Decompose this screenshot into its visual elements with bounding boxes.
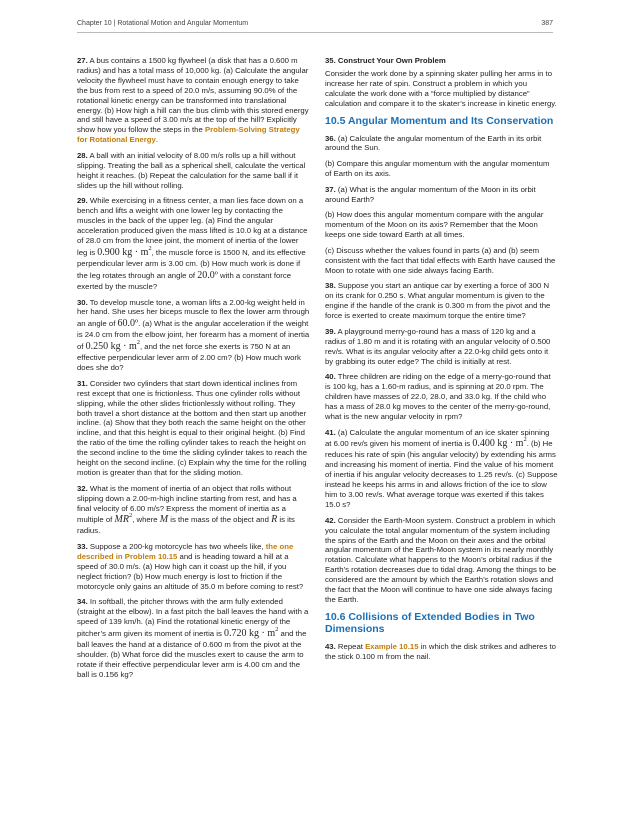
problem-42 <box>325 516 558 605</box>
problem-number: 43. <box>325 641 336 651</box>
problem-text: Suppose you start an antique car by exerting a force of 300 N on its crank for 0.250 s. What angular momentum is given to the engine if the handle of the crank is 0.300 m from the pivot and the force is exerted to create maximum torque the entire time? <box>325 281 551 321</box>
problem-text: , the muscle force is 1500 N, and its effective perpendicular lever arm is 3.00 cm. (b) How much work is done if the leg rotates through an angle of <box>77 247 306 280</box>
problem-text: A ball with an initial velocity of 8.00 m/s rolls up a hill without slipping. Treating the ball as a spherical shell, calculate the vertical height it reaches. (b) Repeat the calculation for the same ball if it slides up the hill without rolling. <box>77 150 306 190</box>
problem-text: Consider two cylinders that start down identical inclines from rest except that one is frictionless. Thus one cylinder rolls without slipping, while the other slides frictionlessly without rolling. They both travel a short distance at the bottom and then start up another incline. (a) Show that they both reach the same height on the other incline, and that this height is equal to their original height. (b) Find the ratio of the time the rolling cylinder takes to reach the height on the second incline to the time the sliding cylinder takes to reach the height on the second incline. (c) Explain why the time for the rolling motion is greater than that for the sliding motion. <box>77 378 308 477</box>
problem-text: is the mass of the object and <box>168 515 272 525</box>
problem-text: and is heading toward a hill at a speed of 30.0 m/s. (a) How high can it coast up the hill, if you neglect friction? (b) How much energy is lost to friction if the motorcycle only gains an altitude of 35.0 m before coming to rest? <box>77 552 304 591</box>
math-expression: M <box>159 514 169 526</box>
problem-text-end: . <box>155 135 158 145</box>
problem-text: (a) Calculate the angular momentum of an ice skater spinning at 6.00 rev/s given his moment of inertia is <box>325 427 550 449</box>
section-heading-10-6: 10.6 Collisions of Extended Bodies in Two Dimensions <box>325 610 535 635</box>
problem-text: Three children are riding on the edge of a merry-go-round that is 100 kg, has a 1.60-m radius, and is spinning at 20.0 rpm. The children have masses of 22.0, 28.0, and 33.0 kg. If the child who has a mass of 28.0 kg moves to the center of the merry-go-round, what is the new angular velocity in rpm? <box>325 372 551 421</box>
problem-number: 40. <box>325 372 336 382</box>
math-expression: 60.0º <box>117 318 139 330</box>
problem-38 <box>325 281 558 321</box>
problem-text: (a) What is the angular momentum of the Moon in its orbit around Earth? <box>325 184 536 204</box>
page-number: 387 <box>541 20 553 27</box>
problem-text: Consider the Earth-Moon system. Construct a problem in which you calculate the total angular momentum of the system including the spins of the Earth and the Moon on their axes and the orbital angular momentum of the Earth-Moon system in its nearly monthly rotation. Calculate what happens to the Moon’s orbital radius if the Earth’s rotation decreases due to tidal drag. Among the things to be considered are the amount by which the Earth’s rotation slows and the fact that the Moon will continue to have one side always facing the Earth. <box>325 515 557 604</box>
problem-text: In softball, the pitcher throws with the arm fully extended (straight at the elbow). In a fast pitch the ball leaves the hand with a speed of 139 km/h. (a) Find the rotational kinetic energy of the pitcher’s arm given its moment of inertia is <box>77 597 309 639</box>
math-expression: 0.250 kg · $m^2$ <box>85 339 140 353</box>
problem-number: 33. <box>77 542 88 552</box>
problem-text: in which the disk strikes and adheres to the stick 0.100 m from the nail. <box>325 641 556 661</box>
problem-37-part-b <box>325 210 558 240</box>
problem-28 <box>77 151 310 191</box>
problem-text: (a) Calculate the angular momentum of the Earth in its orbit around the Sun. <box>325 133 542 153</box>
problem-27 <box>77 56 310 145</box>
problem-text: Repeat <box>335 641 366 651</box>
problem-text: A playground merry-go-round has a mass of 120 kg and a radius of 1.80 m and it is rotating with an angular velocity of 0.500 rev/s. What is its angular velocity after a 22.0-kg child gets onto it by grabbing its outer edge? The child is initially at rest. <box>325 326 551 366</box>
problem-text: . (b) He reduces his rate of spin (his angular velocity) by extending his arms and increasing his moment of inertia. Find the value of his moment of inertia if his angular velocity decreases to 1.25 rev/s. (c) Suppose instead he keeps his arms in and allows friction of the ice to slow him to 3.00 rev/s. What average torque was exerted if this takes 15.0 s? <box>325 439 558 509</box>
right-column <box>325 56 558 667</box>
problem-text: Suppose a 200-kg motorcycle has two wheels like, <box>87 542 266 552</box>
problem-number: 29. <box>77 196 88 206</box>
problem-31 <box>77 379 310 478</box>
problem-text: (b) Compare this angular momentum with the angular momentum of Earth on its axis. <box>325 159 550 179</box>
problem-number: 36. <box>325 133 336 143</box>
problem-37 <box>325 185 558 205</box>
math-expression: R <box>271 514 278 526</box>
section-heading-10-5: 10.5 Angular Momentum and Its Conservation <box>325 114 554 127</box>
problem-solving-strategy-link[interactable]: Problem-Solving Strategy for Rotational Energy <box>77 125 300 145</box>
problem-number: 38. <box>325 281 336 291</box>
problem-34 <box>77 597 310 679</box>
problem-41 <box>325 428 558 510</box>
problem-text: (b) How does this angular momentum compare with the angular momentum of the Moon on its axis? Remember that the Moon keeps one side toward Earth at all times. <box>325 210 544 240</box>
math-expression: $MR^2$ <box>114 512 133 526</box>
problem-text: To develop muscle tone, a woman lifts a 2.00-kg weight held in her hand. She uses her biceps muscle to flex the lower arm through an angle of <box>77 297 310 329</box>
math-expression: 0.400 kg · $m^2$ <box>472 436 527 450</box>
problem-10-15-link[interactable]: the one described in Problem 10.15 <box>77 542 294 562</box>
problem-number: 30. <box>77 297 88 307</box>
problem-32 <box>77 484 310 537</box>
math-expression: 0.720 kg · $m^2$ <box>224 626 279 640</box>
problem-text: . (a) What is the angular acceleration if the weight is 24.0 cm from the elbow joint, her forearm has a moment of inertia of <box>77 319 310 352</box>
problem-text: , where <box>132 515 160 525</box>
problem-30 <box>77 298 310 374</box>
problem-number: 32. <box>77 483 88 493</box>
problem-40 <box>325 372 558 422</box>
left-column <box>77 56 310 686</box>
math-expression: 20.0º <box>197 269 218 281</box>
problem-text: and the ball leaves the hand at a distance of 0.600 m from the pivot at the shoulder. (b) What force did the muscles exert to cause the arm to rotate if their effective perpendicular lever arm is 4.00 cm and the ball is 0.156 kg? <box>77 629 307 679</box>
chapter-title: Chapter 10 | Rotational Motion and Angular Momentum <box>77 20 249 27</box>
page-header <box>77 20 553 33</box>
problem-text: , and the net force she exerts is 750 N at an effective perpendicular lever arm of 2.00 cm? (b) How much work does she do? <box>77 342 301 373</box>
problem-number: 35. <box>325 56 336 65</box>
problem-39 <box>325 327 558 367</box>
math-expression: 0.900 kg · $m^2$ <box>97 244 152 258</box>
problem-text: (c) Discuss whether the values found in parts (a) and (b) seem consistent with the fact that tidal effects with Earth have caused the Moon to rotate with one side always facing Earth. <box>325 245 556 275</box>
problem-43 <box>325 642 558 662</box>
problem-number: 41. <box>325 427 336 437</box>
problem-number: 34. <box>77 597 88 607</box>
problem-36 <box>325 134 558 154</box>
problem-text: A bus contains a 1500 kg flywheel (a disk that has a 0.600 m radius) and has a total mass of 10,000 kg. (a) Calculate the angular velocity the flywheel must have to contain enough energy to take the bus from rest to a speed of 20.0 m/s, assuming 90.0% of the rotational kinetic energy can be transformed into translational energy. (b) How high a hill can the bus climb with this stored energy and still have a speed of 3.00 m/s at the top of the hill? Explicitly show how you follow the steps in the <box>77 56 309 135</box>
problem-36-part-b <box>325 159 558 179</box>
problem-37-part-c <box>325 246 558 276</box>
problem-number: 42. <box>325 515 336 525</box>
problem-29 <box>77 196 310 291</box>
problem-text: While exercising in a fitness center, a man lies face down on a bench and lifts a weight with one lower leg by contacting the muscles in the back of the upper leg. (a) Find the angular acceleration produced given the mass lifted is 10.0 kg at a distance of 28.0 cm from the knee joint, the moment of inertia of the lower leg is <box>77 196 308 257</box>
problem-33 <box>77 542 310 592</box>
problem-number: 39. <box>325 326 336 336</box>
problem-title: Construct Your Own Problem <box>335 56 446 65</box>
example-10-15-link[interactable]: Example 10.15 <box>365 641 419 651</box>
problem-text: is its radius. <box>77 515 295 536</box>
problem-text: What is the moment of inertia of an object that rolls without slipping down a 2.00-m-high incline starting from rest, and has a final velocity of 6.00 m/s? Express the moment of inertia as a multiple of <box>77 483 297 525</box>
problem-number: 28. <box>77 150 88 160</box>
problem-text: Consider the work done by a spinning skater pulling her arms in to increase her rate of spin. Construct a problem in which you calculate the work done with a “force multiplied by distance” calculation and compare it to the skater’s increase in kinetic energy. <box>325 68 557 108</box>
problem-35-heading <box>325 56 558 66</box>
problem-number: 31. <box>77 378 88 388</box>
problem-text: with a constant force exerted by the muscle? <box>77 270 292 291</box>
problem-35 <box>325 69 558 109</box>
problem-number: 37. <box>325 184 336 194</box>
problem-number: 27. <box>77 56 88 65</box>
